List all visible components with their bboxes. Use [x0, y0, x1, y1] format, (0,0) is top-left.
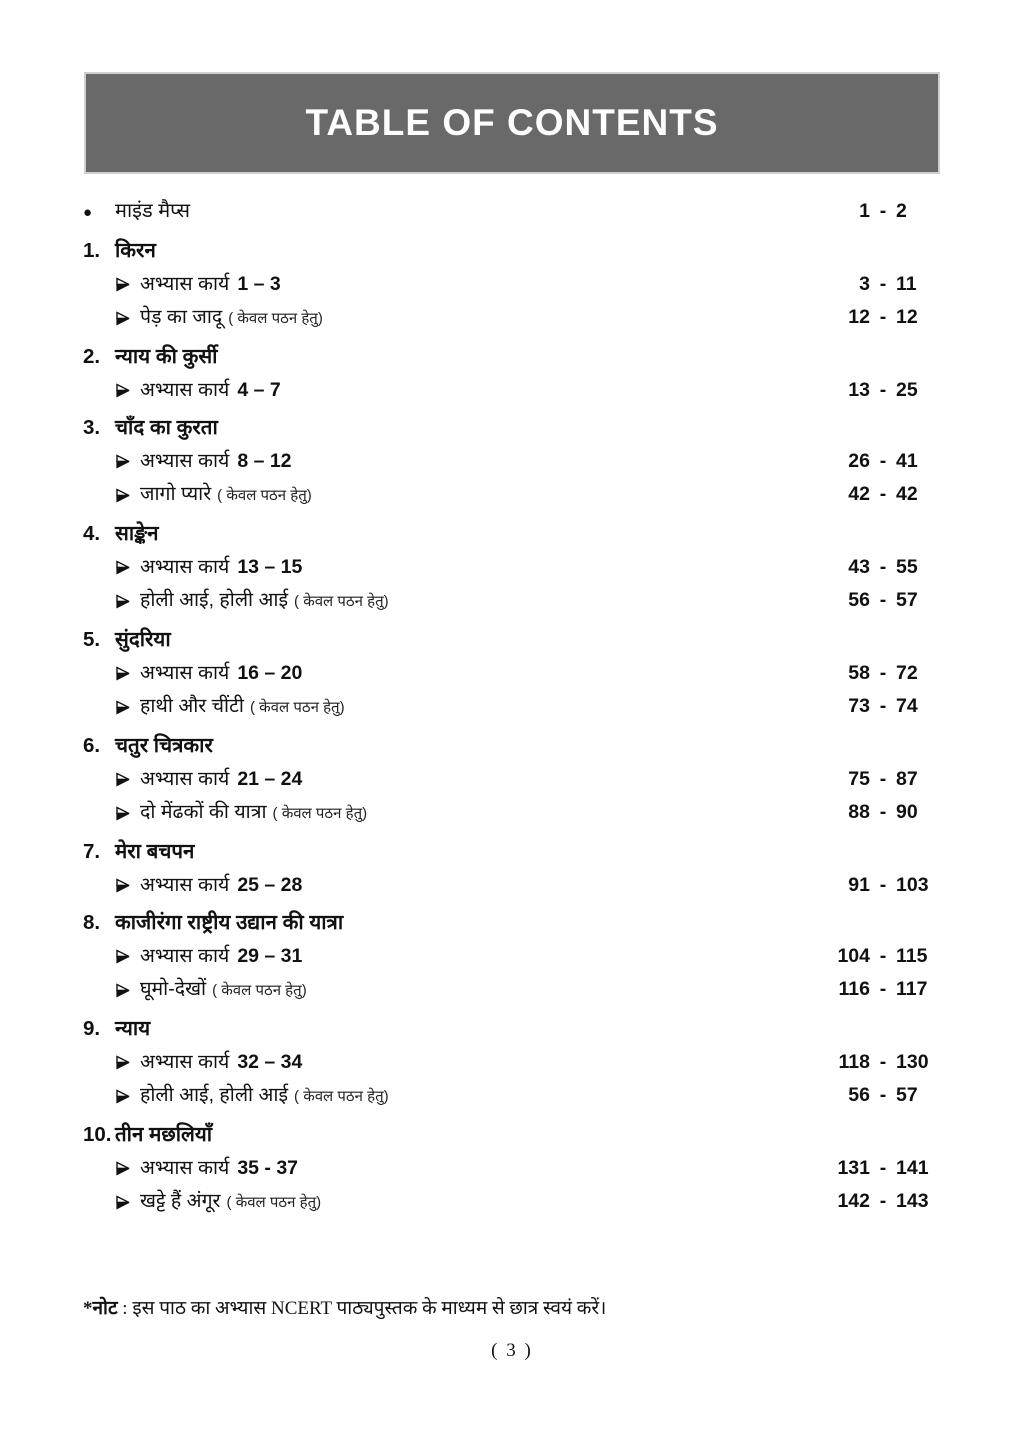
arrowhead-bullet-icon — [115, 949, 140, 964]
page-end: 74 — [896, 695, 918, 717]
page-range-dash: - — [879, 662, 887, 684]
page-range — [806, 377, 940, 403]
toc-item-row — [83, 587, 940, 615]
item-label: हाथी और चींटी — [140, 695, 244, 717]
page-start: 91 — [848, 874, 870, 896]
page-range-dash: - — [879, 306, 887, 328]
item-exercise-range: 21 – 24 — [237, 768, 303, 790]
page-end: 57 — [896, 1084, 918, 1106]
item-read-only-note: ( केवल पठन हेतु) — [294, 593, 389, 610]
arrowhead-bullet-icon — [115, 1089, 140, 1104]
page-end: 130 — [896, 1051, 929, 1073]
chapter-number: 10. — [83, 1123, 112, 1146]
chapter-number: 1. — [83, 239, 101, 262]
item-label: घूमो-देखों — [140, 978, 207, 1000]
page-range — [806, 1049, 940, 1075]
item-exercise-range: 1 – 3 — [237, 273, 281, 295]
page-range — [806, 554, 940, 580]
arrowhead-bullet-icon — [115, 594, 140, 609]
chapter-row — [83, 344, 940, 370]
item-read-only-note: ( केवल पठन हेतु) — [212, 982, 307, 999]
page-range — [806, 271, 940, 297]
page-end: 103 — [896, 874, 929, 896]
page-range-dash: - — [879, 945, 887, 967]
toc-item-row — [83, 799, 940, 827]
chapter-number: 7. — [83, 840, 101, 863]
page-range-dash: - — [879, 978, 887, 1000]
item-exercise-range: 4 – 7 — [237, 379, 281, 401]
arrowhead-bullet-icon — [115, 277, 140, 292]
toc-item-row — [83, 1188, 940, 1216]
page-range-dash: - — [879, 273, 887, 295]
chapter-title: चाँद का कुरता — [115, 416, 218, 439]
item-exercise-range: 16 – 20 — [237, 662, 303, 684]
arrowhead-bullet-icon — [115, 1055, 140, 1070]
chapter-number: 5. — [83, 628, 101, 651]
footnote-label: *नोट — [83, 1298, 118, 1319]
arrowhead-bullet-icon — [115, 311, 140, 326]
toc-item-row — [83, 693, 940, 721]
page-range-dash: - — [879, 589, 887, 611]
item-label: अभ्यास कार्य — [140, 768, 230, 790]
page-end: 115 — [896, 945, 928, 967]
page-start: 3 — [859, 273, 870, 295]
page-end: 42 — [896, 483, 918, 505]
arrowhead-bullet-icon — [115, 488, 140, 503]
page-range-dash: - — [879, 1051, 887, 1073]
page-start: 75 — [848, 768, 870, 790]
chapter-number: 9. — [83, 1017, 101, 1040]
page-range — [806, 976, 940, 1002]
chapter-title: मेरा बचपन — [115, 840, 195, 863]
chapter-row — [83, 521, 940, 547]
page-start: 73 — [848, 695, 870, 717]
chapter-row — [83, 1016, 940, 1042]
page-range — [806, 1155, 940, 1181]
page-range — [806, 448, 940, 474]
toc-item-row — [83, 481, 940, 509]
toc-item-row — [83, 271, 940, 297]
item-label: अभ्यास कार्य — [140, 874, 230, 896]
page-range — [806, 693, 940, 719]
page-range — [806, 799, 940, 825]
arrowhead-bullet-icon — [115, 666, 140, 681]
item-exercise-range: 35 - 37 — [237, 1157, 299, 1179]
page-range — [806, 1188, 940, 1214]
item-label: जागो प्यारे — [140, 483, 212, 505]
item-label: अभ्यास कार्य — [140, 556, 230, 578]
page-start: 56 — [848, 1084, 870, 1106]
contents-banner — [84, 72, 940, 174]
mind-maps-label: माइंड मैप्स — [115, 200, 190, 222]
page-end: 25 — [896, 379, 918, 401]
page-end: 57 — [896, 589, 918, 611]
toc-item-row — [83, 554, 940, 580]
item-label: अभ्यास कार्य — [140, 945, 230, 967]
page-range-dash: - — [879, 483, 887, 505]
page-range — [806, 660, 940, 686]
arrowhead-bullet-icon — [115, 454, 140, 469]
arrowhead-bullet-icon — [115, 878, 140, 893]
page-start: 88 — [848, 801, 870, 823]
chapter-row — [83, 910, 940, 936]
page-range — [806, 766, 940, 792]
chapter-title: न्याय की कुर्सी — [115, 345, 218, 368]
toc-list — [83, 198, 940, 1216]
chapter-row — [83, 839, 940, 865]
page-range-dash: - — [879, 1190, 887, 1212]
page-range — [806, 304, 940, 330]
page-end: 12 — [896, 306, 918, 328]
mind-maps-row — [83, 198, 940, 226]
page-start: 12 — [848, 306, 870, 328]
footnote — [83, 1294, 943, 1320]
chapter-number: 6. — [83, 734, 101, 757]
page-range — [806, 1082, 940, 1108]
toc-item-row — [83, 1155, 940, 1181]
page-title: TABLE OF CONTENTS — [305, 102, 719, 143]
chapter-title: काजीरंगा राष्ट्रीय उद्यान की यात्रा — [115, 911, 344, 934]
toc-item-row — [83, 448, 940, 474]
toc-item-row — [83, 766, 940, 792]
item-label: अभ्यास कार्य — [140, 662, 230, 684]
arrowhead-bullet-icon — [115, 700, 140, 715]
page-start: 56 — [848, 589, 870, 611]
page-range — [806, 198, 940, 224]
toc-item-row — [83, 660, 940, 686]
page-end: 2 — [896, 200, 907, 222]
chapter-title: साङ्केन — [115, 522, 159, 545]
item-exercise-range: 25 – 28 — [237, 874, 303, 896]
item-exercise-range: 29 – 31 — [237, 945, 303, 967]
arrowhead-bullet-icon — [115, 1161, 140, 1176]
circle-bullet-icon: ● — [83, 204, 93, 221]
page-start: 116 — [838, 978, 870, 1000]
item-label: खट्टे हैं अंगूर — [140, 1190, 221, 1212]
page-end: 117 — [896, 978, 928, 1000]
chapter-number: 3. — [83, 416, 101, 439]
chapter-row — [83, 733, 940, 759]
page-range — [806, 872, 940, 898]
toc-item-row — [83, 872, 940, 898]
page-end: 72 — [896, 662, 918, 684]
item-label: अभ्यास कार्य — [140, 1051, 230, 1073]
page-start: 42 — [848, 483, 870, 505]
item-read-only-note: ( केवल पठन हेतु) — [294, 1088, 389, 1105]
page-start: 142 — [837, 1190, 870, 1212]
item-label: अभ्यास कार्य — [140, 1157, 230, 1179]
page-range-dash: - — [879, 1157, 887, 1179]
arrowhead-bullet-icon — [115, 806, 140, 821]
item-label: अभ्यास कार्य — [140, 450, 230, 472]
chapter-title: किरन — [115, 239, 156, 262]
chapter-number: 8. — [83, 911, 101, 934]
page-end: 90 — [896, 801, 918, 823]
page-end: 143 — [896, 1190, 929, 1212]
toc-item-row — [83, 1082, 940, 1110]
item-label: दो मेंढकों की यात्रा — [140, 801, 267, 823]
chapter-title: चतुर चित्रकार — [115, 734, 213, 757]
page-start: 118 — [838, 1051, 870, 1073]
page-range — [806, 943, 940, 969]
item-exercise-range: 13 – 15 — [237, 556, 303, 578]
chapter-row — [83, 415, 940, 441]
page-end: 141 — [896, 1157, 929, 1179]
item-label: अभ्यास कार्य — [140, 379, 230, 401]
item-label: होली आई, होली आई — [140, 589, 289, 611]
toc-item-row — [83, 943, 940, 969]
page-start: 13 — [848, 379, 870, 401]
item-read-only-note: ( केवल पठन हेतु) — [250, 699, 345, 716]
arrowhead-bullet-icon — [115, 560, 140, 575]
page-range-dash: - — [879, 379, 887, 401]
page-range — [806, 587, 940, 613]
chapter-row — [83, 238, 940, 264]
chapter-number: 4. — [83, 522, 101, 545]
page-start: 58 — [848, 662, 870, 684]
page-start: 1 — [859, 200, 870, 222]
page-end: 41 — [896, 450, 918, 472]
page-range — [806, 481, 940, 507]
chapter-number: 2. — [83, 345, 101, 368]
page-end: 87 — [896, 768, 918, 790]
chapter-row — [83, 627, 940, 653]
page-start: 104 — [837, 945, 870, 967]
chapter-title: न्याय — [115, 1017, 151, 1040]
page-start: 26 — [848, 450, 870, 472]
page-range-dash: - — [879, 200, 887, 222]
item-label: होली आई, होली आई — [140, 1084, 289, 1106]
item-read-only-note: ( केवल पठन हेतु) — [217, 487, 312, 504]
arrowhead-bullet-icon — [115, 772, 140, 787]
toc-item-row — [83, 1049, 940, 1075]
item-label: अभ्यास कार्य — [140, 273, 230, 295]
arrowhead-bullet-icon — [115, 983, 140, 998]
page-end: 11 — [896, 273, 917, 295]
arrowhead-bullet-icon — [115, 1195, 140, 1210]
chapter-title: तीन मछलियाँ — [115, 1123, 213, 1146]
page-end: 55 — [896, 556, 918, 578]
page-number: ( 3 ) — [491, 1340, 533, 1361]
page-range-dash: - — [879, 695, 887, 717]
page-range-dash: - — [879, 450, 887, 472]
item-label: पेड़ का जादू — [140, 306, 223, 328]
page-range-dash: - — [879, 556, 887, 578]
page-range-dash: - — [879, 1084, 887, 1106]
arrowhead-bullet-icon — [115, 383, 140, 398]
footnote-text: इस पाठ का अभ्यास NCERT पाठ्यपुस्तक के माध्यम से छात्र स्वयं करें। — [132, 1298, 607, 1319]
item-read-only-note: ( केवल पठन हेतु) — [228, 310, 323, 327]
item-read-only-note: ( केवल पठन हेतु) — [226, 1194, 322, 1211]
page-range-dash: - — [879, 801, 887, 823]
page-start: 131 — [837, 1157, 870, 1179]
item-read-only-note: ( केवल पठन हेतु) — [272, 805, 368, 822]
item-exercise-range: 32 – 34 — [237, 1051, 303, 1073]
page-range-dash: - — [879, 768, 887, 790]
footnote-separator: : — [117, 1298, 133, 1319]
item-exercise-range: 8 – 12 — [237, 450, 292, 472]
chapter-title: सुंदरिया — [115, 628, 171, 651]
page-range-dash: - — [879, 874, 887, 896]
toc-item-row — [83, 377, 940, 403]
page-start: 43 — [848, 556, 870, 578]
toc-item-row — [83, 304, 940, 332]
toc-item-row — [83, 976, 940, 1004]
chapter-row — [83, 1122, 940, 1148]
